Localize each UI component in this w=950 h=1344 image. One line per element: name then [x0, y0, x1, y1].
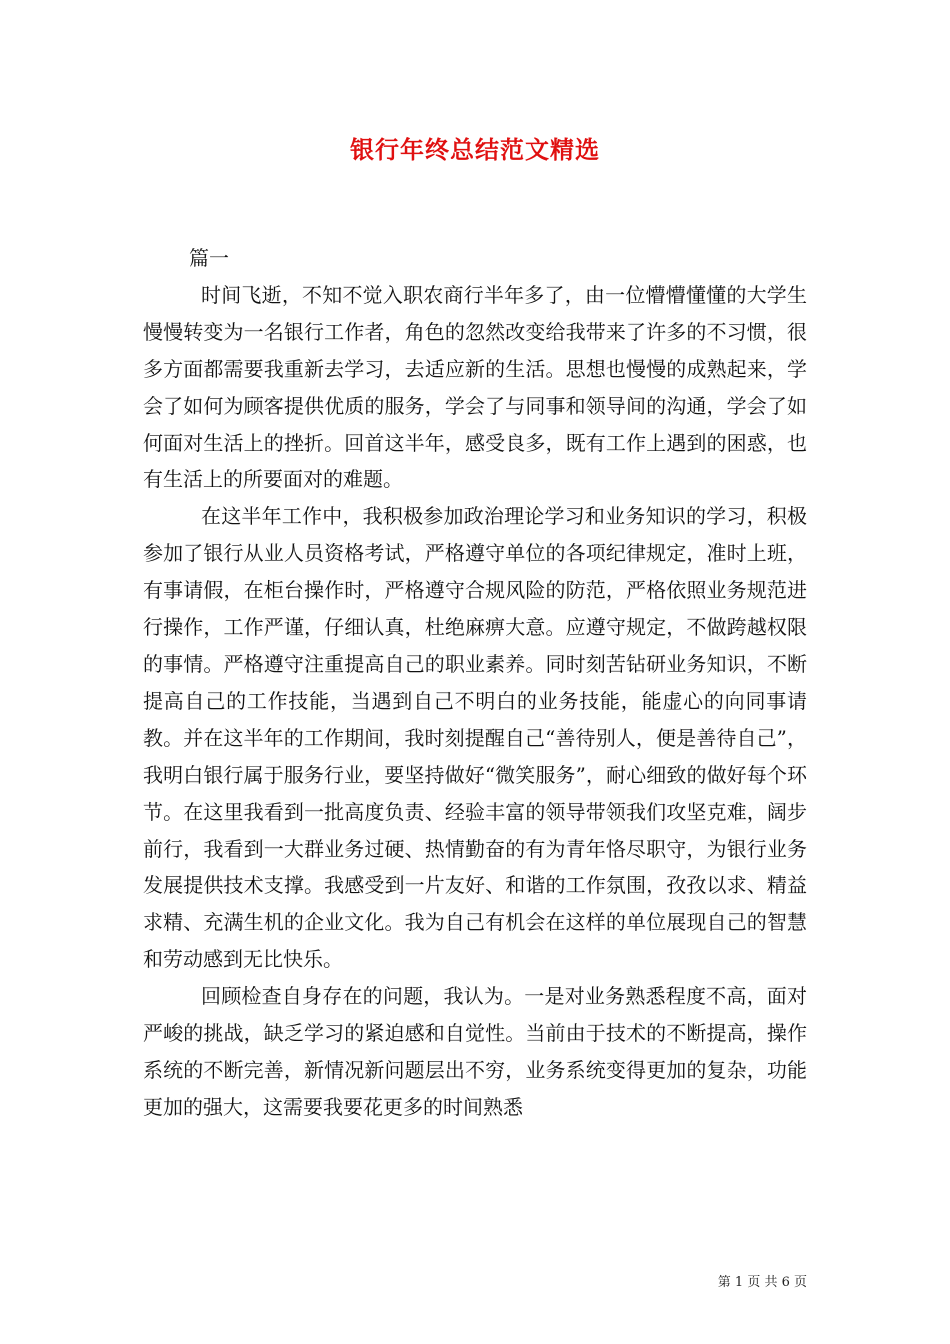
- document-title: 银行年终总结范文精选: [350, 135, 600, 164]
- section-heading: 篇一: [189, 246, 229, 270]
- page-number: 第 1 页 共 6 页: [717, 1275, 807, 1290]
- paragraph-2: 在这半年工作中，我积极参加政治理论学习和业务知识的学习，积极参加了银行从业人员资格考试，严格遵守单位的各项纪律规定，准时上班，有事请假，在柜台操作时，严格遵守合规风险的防范，严格依照业务规范进行操作，工作严谨，仔细认真，杜绝麻痹大意。应遵守规定，不做跨越权限的事情。严格遵守注重提高自己的职业素养。同时刻苦钻研业务知识，不断提高自己的工作技能，当遇到自己不明白的业务技能，能虚心的向同事请教。并在这半年的工作期间，我时刻提醒自己“善待别人，便是善待自己”，我明白银行属于服务行业，要坚持做好“微笑服务”，耐心细致的做好每个环节。在这里我看到一批高度负责、经验丰富的领导带领我们攻坚克难，阔步前行，我看到一大群业务过硬、热情勤奋的有为青年恪尽职守，为银行业务发展提供技术支撑。我感受到一片友好、和谐的工作氛围，孜孜以求、精益求精、充满生机的企业文化。我为自己有机会在这样的单位展现自己的智慧和劳动感到无比快乐。: [143, 504, 807, 972]
- paragraph-1: 时间飞逝，不知不觉入职农商行半年多了，由一位懵懵懂懂的大学生慢慢转变为一名银行工作者，角色的忽然改变给我带来了许多的不习惯，很多方面都需要我重新去学习，去适应新的生活。思想也慢慢的成熟起来，学会了如何为顾客提供优质的服务，学会了与同事和领导间的沟通，学会了如何面对生活上的挫折。回首这半年，感受良多，既有工作上遇到的困惑，也有生活上的所要面对的难题。: [143, 282, 807, 492]
- paragraph-3: 回顾检查自身存在的问题，我认为。一是对业务熟悉程度不高，面对严峻的挑战，缺乏学习的紧迫感和自觉性。当前由于技术的不断提高，操作系统的不断完善，新情况新问题层出不穷，业务系统变得更加的复杂，功能更加的强大，这需要我要花更多的时间熟悉: [143, 984, 807, 1119]
- document-body: [143, 240, 807, 1126]
